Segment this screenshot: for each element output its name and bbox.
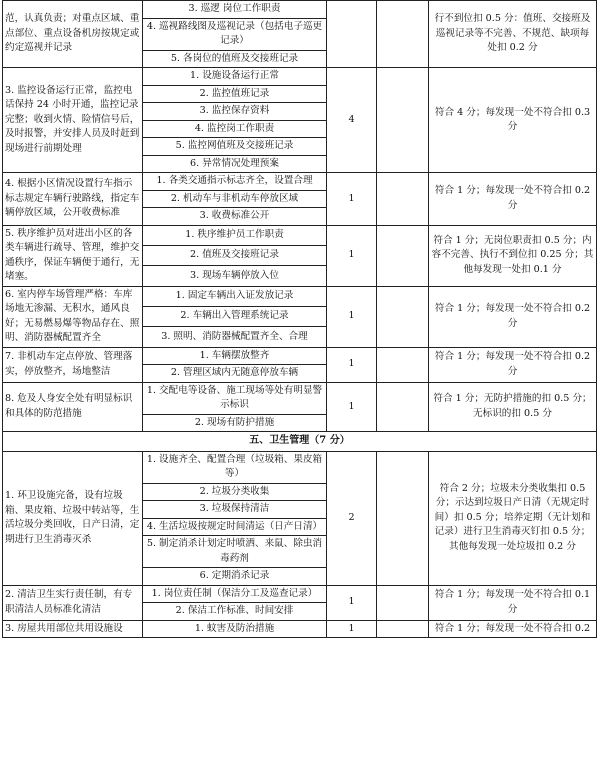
standard-cell: 1. 秩序维护员工作职责 xyxy=(143,225,327,245)
score-cell: 1 xyxy=(327,585,377,620)
standard-cell: 2. 值班及交接班记录 xyxy=(143,245,327,265)
standard-cell: 1. 各类交通指示标志齐全，设置合理 xyxy=(143,173,327,191)
blank-cell xyxy=(377,173,429,226)
table-row xyxy=(3,1,597,19)
standard-cell: 2. 车辆出入管理系统记录 xyxy=(143,306,327,326)
item-cell: 5. 秩序维护员对进出小区的各类车辆进行疏导、管理，维护交通秩序，保证车辆便于通行，无堵塞。 xyxy=(3,225,143,286)
standard-cell: 1. 固定车辆出入证发放记录 xyxy=(143,286,327,306)
standard-cell: 2. 机动车与非机动车停放区域 xyxy=(143,190,327,208)
score-cell: 1 xyxy=(327,382,377,432)
blank-cell xyxy=(377,585,429,620)
standard-cell: 2. 管理区域内无随意停放车辆 xyxy=(143,365,327,383)
rule-cell: 符合 1 分；每发现一处不符合扣 0.2 分 xyxy=(429,173,597,226)
rule-cell: 符合 1 分；每发现一处不符合扣 0.2 分 xyxy=(429,286,597,347)
standard-cell: 5. 各岗位的值班及交接班记录 xyxy=(143,50,327,68)
table-row xyxy=(3,620,597,638)
blank-cell xyxy=(377,451,429,585)
score-cell: 1 xyxy=(327,620,377,638)
standard-cell: 3. 现场车辆停放入位 xyxy=(143,266,327,286)
table-row xyxy=(3,382,597,414)
blank-cell xyxy=(377,286,429,347)
blank-cell xyxy=(377,1,429,68)
standard-cell: 3. 收费标准公开 xyxy=(143,208,327,226)
assessment-table xyxy=(2,0,597,638)
table-row xyxy=(3,225,597,245)
standard-cell: 4. 巡视路线图及巡视记录（包括电子巡更记录） xyxy=(143,18,327,50)
rule-cell: 符合 1 分；每发现一处不符合扣 0.2 分 xyxy=(429,347,597,382)
standard-cell: 1. 蚊害及防治措施 xyxy=(143,620,327,638)
standard-cell: 1. 车辆摆放整齐 xyxy=(143,347,327,365)
rule-cell: 符合 4 分；每发现一处不符合扣 0.3 分 xyxy=(429,68,597,173)
score-cell: 1 xyxy=(327,173,377,226)
table-row xyxy=(3,286,597,306)
standard-cell: 4. 监控岗工作职责 xyxy=(143,120,327,138)
table-row xyxy=(3,173,597,191)
standard-cell: 3. 监控保存资料 xyxy=(143,103,327,121)
item-cell: 8. 危及人身安全处有明显标识和具体的防范措施 xyxy=(3,382,143,432)
standard-cell: 2. 监控值班记录 xyxy=(143,85,327,103)
standard-cell: 1. 设施设备运行正常 xyxy=(143,68,327,86)
table-row xyxy=(3,585,597,603)
standard-cell: 6. 异常情况处理预案 xyxy=(143,155,327,173)
score-cell: 1 xyxy=(327,286,377,347)
item-cell: 6. 室内停车场管理严格：车库场地无渗漏、无积水，通风良好；无易燃易爆等物品存在、照明、消防器械配置齐全 xyxy=(3,286,143,347)
score-cell: 1 xyxy=(327,225,377,286)
table-row xyxy=(3,347,597,365)
standard-cell: 2. 现场有防护措施 xyxy=(143,414,327,432)
standard-cell: 3. 照明、消防器械配置齐全、合理 xyxy=(143,327,327,347)
blank-cell xyxy=(377,382,429,432)
item-cell: 4. 根据小区情况设置行车指示标志规定车辆行驶路线，指定车辆停放区域，公开收费标准 xyxy=(3,173,143,226)
standard-cell: 5. 制定消杀计划定时喷洒、来鼠、除虫消毒药剂 xyxy=(143,536,327,568)
blank-cell xyxy=(377,347,429,382)
standard-cell: 1. 岗位责任制（保洁分工及巡查记录） xyxy=(143,585,327,603)
standard-cell: 1. 交配电等设备、施工现场等处有明显警示标识 xyxy=(143,382,327,414)
standard-cell: 2. 垃圾分类收集 xyxy=(143,483,327,501)
standard-cell: 6. 定期消杀记录 xyxy=(143,568,327,586)
item-cell: 范，认真负责；对重点区域、重点部位、重点设备机房按规定或约定巡视并记录 xyxy=(3,1,143,68)
standard-cell: 5. 监控网值班及交接班记录 xyxy=(143,138,327,156)
item-cell: 3. 房屋共用部位共用设施设 xyxy=(3,620,143,638)
rule-cell: 符合 2 分；垃圾未分类收集扣 0.5 分；示达到垃圾日产日清（无规定时间）扣 0.5 分；培养定期（无计划和记录）进行卫生消毒灭钉扣 0.5 分；其他每发现一处垃圾扣 0.2 分 xyxy=(429,451,597,585)
standard-cell: 4. 生活垃圾按规定时间清运（日产日清） xyxy=(143,518,327,536)
item-cell: 1. 环卫设施完备，设有垃圾箱、果皮箱、垃圾中转站等，生活垃圾分类回收，日产日清，定期进行卫生消毒灭杀 xyxy=(3,451,143,585)
rule-cell: 符合 1 分；无防护措施的扣 0.5 分；无标识的扣 0.5 分 xyxy=(429,382,597,432)
standard-cell: 1. 设施齐全、配置合理（垃圾箱、果皮箱等） xyxy=(143,451,327,483)
standard-cell: 3. 垃圾保持清洁 xyxy=(143,501,327,519)
item-cell: 3. 监控设备运行正常，监控电话保持 24 小时开通，监控记录完整；收到火情、险情信号后，及时报警，并安排人员及时赶到现场进行前期处理 xyxy=(3,68,143,173)
rule-cell: 符合 1 分；每发现一处不符合扣 0.1 分 xyxy=(429,585,597,620)
blank-cell xyxy=(377,620,429,638)
rule-cell: 符合 1 分；无岗位职责扣 0.5 分；内容不完善、执行不到位扣 0.25 分；其他每发现一处扣 0.1 分 xyxy=(429,225,597,286)
table-row xyxy=(3,451,597,483)
blank-cell xyxy=(377,68,429,173)
item-cell: 2. 清洁卫生实行责任制，有专职清洁人员标准化清洁 xyxy=(3,585,143,620)
score-cell: 2 xyxy=(327,451,377,585)
item-cell: 7. 非机动车定点停放、管理落实，停放整齐，场地整洁 xyxy=(3,347,143,382)
standard-cell: 3. 巡逻 岗位工作职责 xyxy=(143,1,327,19)
section-title: 五、卫生管理（7 分） xyxy=(3,432,597,452)
standard-cell: 2. 保洁工作标准、时间安排 xyxy=(143,603,327,621)
blank-cell xyxy=(377,225,429,286)
score-cell: 4 xyxy=(327,68,377,173)
rule-cell: 符合 1 分；每发现一处不符合扣 0.2 xyxy=(429,620,597,638)
table-row xyxy=(3,68,597,86)
section-row xyxy=(3,432,597,452)
score-cell: 1 xyxy=(327,347,377,382)
rule-cell: 行不到位扣 0.5 分：值班、交接班及巡视记录等不完善、不规范、缺项每处扣 0.2 分 xyxy=(429,1,597,68)
score-cell xyxy=(327,1,377,68)
